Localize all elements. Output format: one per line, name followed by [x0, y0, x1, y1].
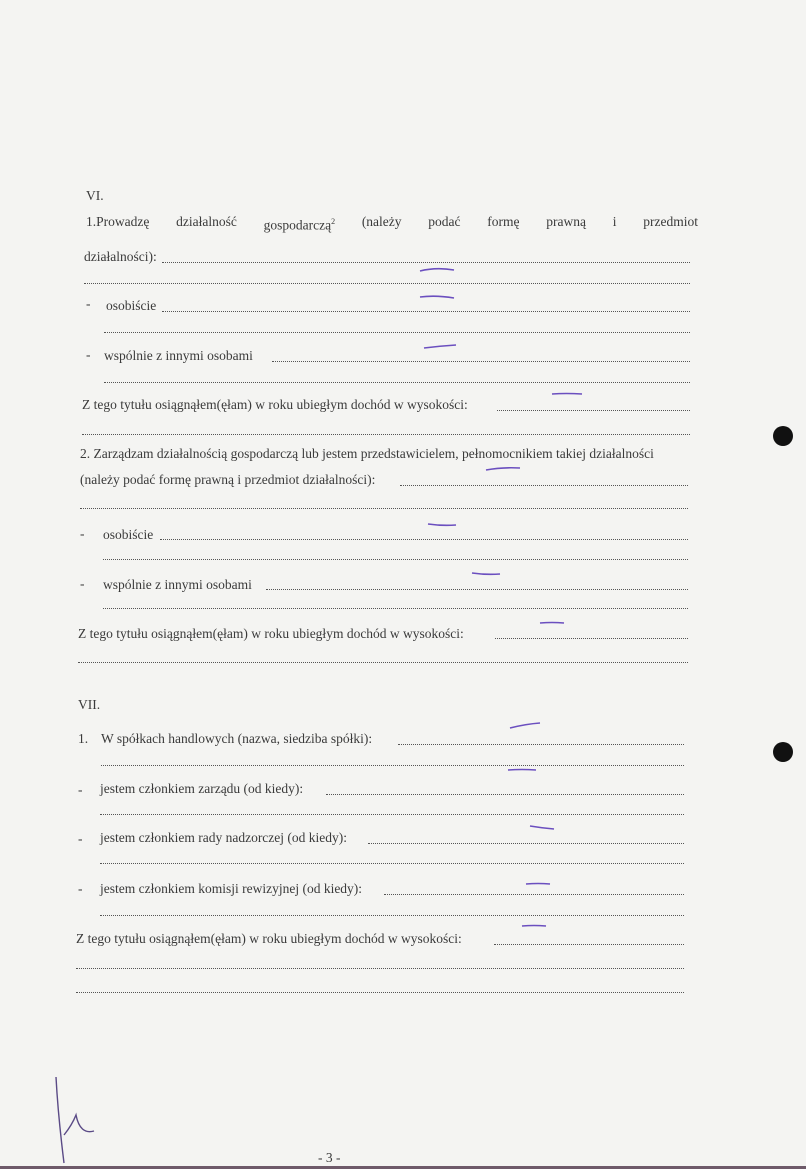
section-vii-income-label: Z tego tytułu osiągnąłem(ęłam) w roku ubiegłym dochód w wysokości: [76, 931, 462, 946]
section-vii-item1-number: 1. [78, 731, 89, 746]
item2-jointly-label: wspólnie z innymi osobami [103, 577, 252, 592]
handwritten-dash-mark [484, 465, 524, 473]
item1-line1-word: (należy [361, 214, 402, 229]
handwritten-dash-mark [550, 390, 586, 398]
item1-personally-field-line2[interactable] [104, 332, 690, 333]
section-vi-item2-line1: 2. Zarządzam działalnością gospodarczą lub jestem przedstawicielem, pełnomocnikiem takiej działalności [80, 446, 654, 461]
section-vii-income-field-line3[interactable] [76, 992, 684, 993]
section-vi-heading: VI. [86, 188, 104, 203]
audit-committee-label: jestem członkiem komisji rewizyjnej (od kiedy): [100, 881, 363, 896]
section-vii-item1-label: W spółkach handlowych (nazwa, siedziba spółki): [101, 731, 373, 746]
item1-activity-field[interactable] [162, 262, 690, 263]
handwritten-dash-mark [508, 721, 544, 731]
section-vi-item2-line2: (należy podać formę prawną i przedmiot działalności): [80, 472, 376, 487]
dash: - [80, 576, 85, 591]
handwritten-dash-mark [418, 293, 458, 301]
section-vi-item1-line2: działalności): [84, 249, 157, 264]
item2-income-field[interactable] [495, 638, 688, 639]
handwritten-signature [50, 1075, 110, 1169]
section-vii-income-field-line2[interactable] [76, 968, 684, 969]
dash: - [80, 526, 85, 541]
item1-income-label: Z tego tytułu osiągnąłem(ęłam) w roku ubiegłym dochód w wysokości: [82, 397, 468, 412]
section-vii-income-field[interactable] [494, 944, 684, 945]
audit-committee-field-line2[interactable] [100, 915, 684, 916]
item1-line1-word: działalność [176, 214, 237, 229]
dash: - [78, 782, 83, 797]
section-vi-item1-line1 [86, 214, 698, 234]
item1-activity-field-line2[interactable] [84, 283, 690, 284]
page-number: - 3 - [318, 1150, 341, 1165]
companies-field-line2[interactable] [101, 765, 684, 766]
item1-income-field[interactable] [497, 410, 690, 411]
section-vii-heading: VII. [78, 697, 101, 712]
item2-activity-field-line2[interactable] [80, 508, 688, 509]
item1-jointly-field-line2[interactable] [104, 382, 690, 383]
item1-line1-word: formę [487, 214, 520, 229]
board-member-label: jestem członkiem zarządu (od kiedy): [100, 781, 304, 796]
item1-line1-word: prawną [546, 214, 586, 229]
companies-field[interactable] [398, 744, 684, 745]
handwritten-dash-mark [538, 619, 568, 627]
item1-line1-word: 1.Prowadzę [86, 214, 150, 229]
handwritten-dash-mark [470, 570, 504, 578]
item2-income-field-line2[interactable] [78, 662, 688, 663]
handwritten-dash-mark [426, 521, 460, 529]
item2-personally-field-line2[interactable] [103, 559, 688, 560]
supervisory-board-field[interactable] [368, 843, 684, 844]
dash: - [86, 347, 91, 362]
binder-hole [773, 426, 793, 446]
item1-jointly-field[interactable] [272, 361, 690, 362]
item1-jointly-label: wspólnie z innymi osobami [104, 348, 253, 363]
item1-line1-word: i [612, 214, 617, 229]
item1-line1-word: przedmiot [643, 214, 698, 229]
dash: - [78, 881, 83, 896]
item2-income-label: Z tego tytułu osiągnąłem(ęłam) w roku ubiegłym dochód w wysokości: [78, 626, 464, 641]
item2-activity-field[interactable] [400, 485, 688, 486]
board-member-field[interactable] [326, 794, 684, 795]
item1-personally-label: osobiście [106, 298, 157, 313]
item1-line1-word: podać [428, 214, 461, 229]
handwritten-dash-mark [422, 343, 462, 351]
handwritten-dash-mark [520, 922, 550, 930]
footnote-marker: 2 [331, 217, 336, 226]
item1-income-field-line2[interactable] [82, 434, 690, 435]
handwritten-dash-mark [528, 823, 558, 833]
supervisory-board-label: jestem członkiem rady nadzorczej (od kiedy): [100, 830, 348, 845]
supervisory-board-field-line2[interactable] [100, 863, 684, 864]
item2-jointly-field[interactable] [266, 589, 688, 590]
item2-personally-label: osobiście [103, 527, 154, 542]
dash: - [78, 831, 83, 846]
handwritten-dash-mark [418, 266, 458, 274]
handwritten-dash-mark [524, 880, 554, 888]
binder-hole [773, 742, 793, 762]
item2-personally-field[interactable] [160, 539, 688, 540]
item1-personally-field[interactable] [162, 311, 690, 312]
item2-jointly-field-line2[interactable] [103, 608, 688, 609]
board-member-field-line2[interactable] [100, 814, 684, 815]
handwritten-dash-mark [506, 766, 540, 774]
audit-committee-field[interactable] [384, 894, 684, 895]
item1-line1-word: gospodarczą$^2$ [263, 217, 336, 233]
dash: - [86, 296, 91, 311]
